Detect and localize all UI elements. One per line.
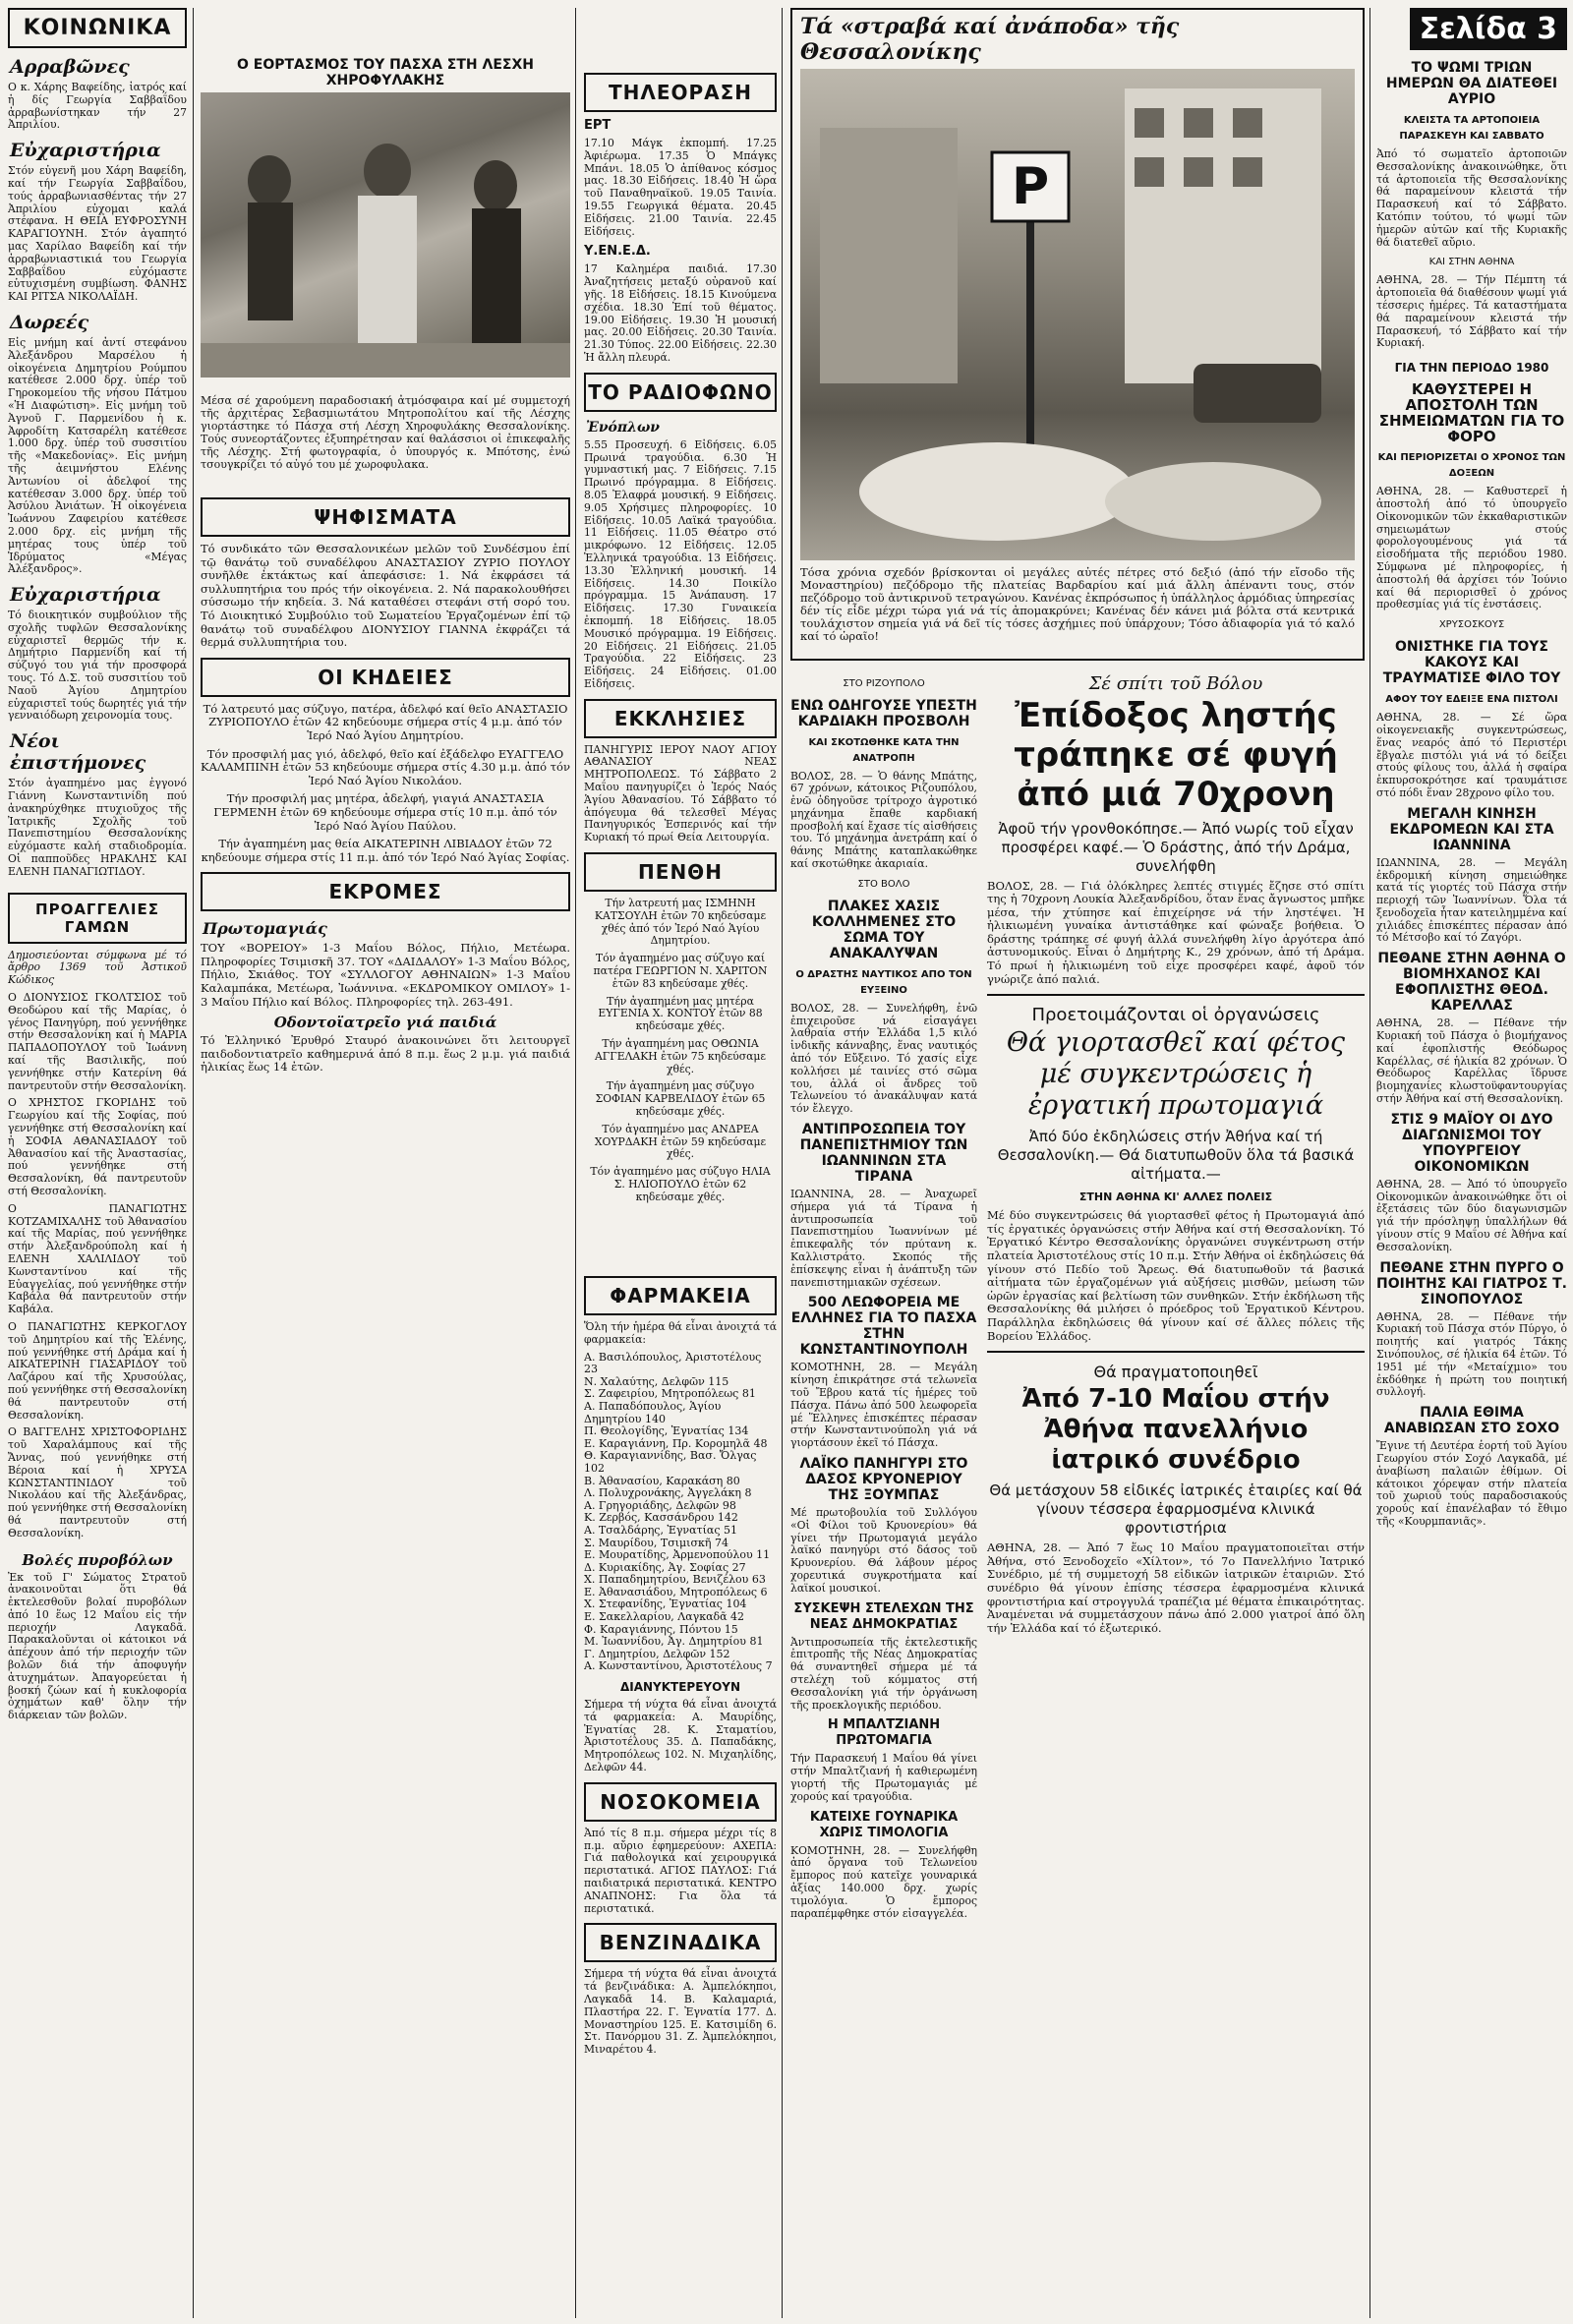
pharmacy-item: Α. Τσαλδάρης, Ἐγνατίας 51	[584, 1523, 737, 1537]
article-text: Τό Ἑλληνικό Ἐρυθρό Σταυρό ἀνακοινώνει ὅτι λειτουργεῖ παιδοδοντιατρεῖο καθημερινά ἀπό 8 π.μ. ἕως 2 μ.μ. γιά παιδιά ἡλικίας ἕως 14 ἐτῶν.	[201, 1033, 570, 1075]
article-subhead: Ἀφοῦ τήν γρονθοκόπησε.— Ἀπό νωρίς τοῦ εἶχαν προσφέρει καφέ.— Ὁ δράστης, ἀπό τήν Δράμα, συνελήφθη	[998, 819, 1354, 875]
mourning-notice: Τήν ἀγαπημένη μας μητέρα ΕΥΓΕΝΙΑ Χ. ΚΟΝΤΟΥ ἐτῶν 88 κηδεύσαμε χθές.	[598, 994, 763, 1033]
article-text: Τήν Παρασκευή 1 Μαΐου θά γίνει στήν Μπαλτζιανή ἡ καθιερωμένη γιορτή τῆς Πρωτομαγιάς μέ χορούς καί τραγούδια.	[790, 1752, 977, 1803]
article-headline: 500 ΛΕΩΦΟΡΕΙΑ ΜΕ ΕΛΛΗΝΕΣ ΓΙΑ ΤΟ ΠΑΣΧΑ ΣΤΗΝ ΚΩΝΣΤΑΝΤΙΝΟΥΠΟΛΗ	[790, 1295, 977, 1359]
article-subhead: ΑΦΟΥ ΤΟΥ ΕΔΕΙΞΕ ΕΝΑ ΠΙΣΤΟΛΙ	[1385, 694, 1558, 706]
article-text: Ἀντιπροσωπεία τῆς ἐκτελεστικῆς ἐπιτροπῆς τῆς Νέας Δημοκρατίας θά συναντηθεῖ σήμερα μέ τά στελέχη τοῦ κόμματος στή Θεσσαλονίκη γιά τήν ὀργάνωση τῆς προεκλογικῆς περιόδου.	[790, 1635, 977, 1712]
article-text: ΑΘΗΝΑ, 28. — Ἀπό 7 ἕως 10 Μαΐου πραγματοποιεῖται στήν Ἀθήνα, στό Ξενοδοχεῖο «Χίλτον», τό 7ο Πανελλήνιο Ἰατρικό Συνέδριο, μέ τή συμμετοχή 58 εἰδικῶν ἰατρικῶν ἑταιριῶν. Στό συνέδριο θά γίνουν ἐπίσης τέσσερα ἐφαρμοσμένα κλινικά φροντιστήρια καί στρογγυλά τραπέζια μέ θέματα ἐπικαιρότητας. Ἀναμένεται νά συμμετάσχουν πάνω ἀπό 2.000 γιατροί ἀπό ὅλη τήν Ἑλλάδα καί τό ἐξωτερικό.	[987, 1540, 1365, 1635]
article-text: Μέ πρωτοβουλία τοῦ Συλλόγου «Οἱ Φίλοι τοῦ Κρυονερίου» θά γίνει τήν Πρωτομαγιά μεγάλο λαϊκό πανηγύρι στό δάσος τοῦ Κρυονερίου. Θά λάβουν μέρος χορευτικά συγκροτήματα καί λαϊκοί μουσικοί.	[790, 1506, 977, 1595]
article-text: Ἔγινε τή Δευτέρα ἑορτή τοῦ Ἁγίου Γεωργίου στόν Σοχό Λαγκαδᾶ, μέ ἀναβίωση παλαιῶν ἐθίμων. Οἱ κάτοικοι χόρεψαν στήν πλατεία τοῦ χωριοῦ τούς παραδοσιακούς χορούς καί ἐπανέλαβαν τό ἔθιμο τῆς «Κουρμπανιᾶς».	[1376, 1439, 1567, 1528]
parking-sign-glyph: P	[1011, 157, 1050, 216]
pharmacy-list	[584, 1352, 777, 1673]
column-rule	[1369, 8, 1370, 2318]
section-label: Εὐχαριστήρια	[10, 584, 161, 607]
article-subhead: Ο ΔΡΑΣΤΗΣ ΝΑΥΤΙΚΟΣ ΑΠΟ ΤΟΝ ΕΥΞΕΙΝΟ	[795, 968, 972, 996]
article-headline: ΚΑΘΥΣΤΕΡΕΙ Η ΑΠΟΣΤΟΛΗ ΤΩΝ ΣΗΜΕΙΩΜΑΤΩΝ ΓΙΑ ΤΟ ΦΟΡΟ	[1378, 380, 1565, 446]
pharmacy-item: Π. Θεολογίδης, Ἐγνατίας 134	[584, 1424, 749, 1438]
article-headline: ΤΟ ΨΩΜΙ ΤΡΙΩΝ ΗΜΕΡΩΝ ΘΑ ΔΙΑΤΕΘΕΙ ΑΥΡΙΟ	[1385, 60, 1558, 107]
article-subhead: ΚΑΙ ΣΚΟΤΩΘΗΚΕ ΚΑΤΑ ΤΗΝ ΑΝΑΤΡΟΠΗ	[808, 736, 960, 764]
article-subhead: Θά μετάσχουν 58 εἰδικές ἰατρικές ἑταιρίες καί θά γίνουν τέσσερα ἐφαρμοσμένα κλινικά φροντιστήρια	[989, 1482, 1363, 1538]
article-text: ΑΘΗΝΑ, 28. — Ἀπό τό ὑπουργεῖο Οἰκονομικῶν ἀνακοινώθηκε ὅτι οἱ ἐξετάσεις τῶν δύο διαγωνισμῶν γιά τήν πρόσληψη ὑπαλλήλων θά γίνουν στίς 9 Μαΐου σέ Ἀθήνα καί Θεσσαλονίκη.	[1376, 1177, 1567, 1253]
article-text: ΙΩΑΝΝΙΝΑ, 28. — Μεγάλη ἐκδρομική κίνηση σημειώθηκε κατά τίς γιορτές τοῦ Πάσχα στήν περιοχή τῶν Ἰωαννίνων. Ὅλα τά ξενοδοχεῖα ἦταν κατειλημμένα καί χιλιάδες ἐπισκέπτες πέρασαν ἀπό τό Μέτσοβο καί τό Ζαγόρι.	[1376, 855, 1567, 945]
mourning-notice: Τόν ἀγαπημένο μας σύζυγο ΗΛΙΑ Σ. ΗΛΙΟΠΟΥΛΟ ἐτῶν 62 κηδεύσαμε χθές.	[590, 1165, 771, 1203]
funeral-notice: Τό λατρευτό μας σύζυγο, πατέρα, ἀδελφό καί θεῖο ΑΝΑΣΤΑΣΙΟ ΖΥΡΙΟΠΟΥΛΟ ἐτῶν 42 κηδεύουμε σήμερα στίς 4 μ.μ. ἀπό τόν Ἱερό Ναό Ἁγίου Δημητρίου.	[203, 701, 568, 742]
section-label: Εὐχαριστήρια	[10, 140, 161, 162]
article-side-head: ΚΑΙ ΣΤΗΝ ΑΘΗΝΑ	[1428, 257, 1515, 268]
section-label: Νέοι ἐπιστήμονες	[10, 730, 146, 775]
pharmacy-item: Ν. Χαλαύτης, Δελφῶν 115	[584, 1374, 729, 1388]
marriage-notice: Ο ΧΡΗΣΤΟΣ ΓΚΟΡΙΔΗΣ τοῦ Γεωργίου καί τῆς Σοφίας, πού γεννήθηκε στή Θεσσαλονίκη καί ἡ ΣΟΦΙΑ ΑΘΑΝΑΣΙΑΔΟΥ τοῦ Ἀθανασίου καί τῆς Ἀναστασίας, πού γεννήθηκε στή Θεσσαλονίκη, θά παντρευτοῦν στή Θεσσαλονίκη.	[8, 1096, 187, 1197]
funeral-notice: Τήν προσφιλή μας μητέρα, ἀδελφή, γιαγιά ΑΝΑΣΤΑΣΙΑ ΓΕΡΜΕΝΗ ἐτῶν 69 κηδεύουμε σήμερα στίς 10 π.μ. ἀπό τόν Ἱερό Ναό Ἁγίου Παύλου.	[213, 791, 557, 833]
marriage-notice: Ο ΔΙΟΝΥΣΙΟΣ ΓΚΟΛΤΣΙΟΣ τοῦ Θεοδώρου καί τῆς Μαρίας, ὁ γένος Πανηγύρη, πού γεννήθηκε στήν Θεσσαλονίκη καί ἡ ΜΑΡΙΑ ΠΑΠΑΔΟΠΟΥΛΟΥ τοῦ Ἰωάννη καί τῆς Βασιλικῆς, πού γεννήθηκε στήν Κατερίνη θά παντρευτοῦν στήν Θεσσαλονίκη.	[8, 991, 187, 1092]
article-headline: ΣΥΣΚΕΨΗ ΣΤΕΛΕΧΩΝ ΤΗΣ ΝΕΑΣ ΔΗΜΟΚΡΑΤΙΑΣ	[793, 1600, 974, 1632]
article-text: ΙΩΑΝΝΙΝΑ, 28. — Ἀναχωρεῖ σήμερα γιά τά Τίρανα ἡ ἀντιπροσωπεία τοῦ Πανεπιστημίου Ἰωαννίνων μέ ἐπικεφαλῆς τόν πρύτανη κ. Καλλιστράτο. Σκοπός τῆς ἐπίσκεψης εἶναι ἡ ἀνάπτυξη τῶν πανεπιστημιακῶν σχέσεων.	[790, 1188, 977, 1289]
street-photo	[800, 69, 1355, 560]
article-subhead: ΚΑΙ ΠΕΡΙΟΡΙΖΕΤΑΙ Ο ΧΡΟΝΟΣ ΤΩΝ ΔΟΞΕΩΝ	[1377, 452, 1566, 480]
page-label-wrapper	[1376, 8, 1567, 50]
article-text: Στόν εὐγενῆ μου Χάρη Βαφείδη, καί τήν Γεωργία Σαββαΐδου, τούς ἀρραβωνιασθέντας τήν 27 Ἀπριλίου εὐχομαι καλά στέφανα. Η ΘΕΙΑ ΕΥΦΡΟΣΥΝΗ ΚΑΡΑΓΙΟΥΝΗ. Στόν ἀγαπητό μας Χαρίλαο Βαφείδη καί τήν ἀρραβωνιαστικιά του Γεωργία Σαββαΐδου εὐχόμαστε εὐτυχισμένη συμβίωση. ΦΑΝΗΣ ΚΑΙ ΡΙΤΣΑ ΝΙΚΟΛΑΪΔΗ.	[8, 164, 187, 304]
column-center-features	[790, 0, 1365, 2324]
article-text: ΑΘΗΝΑ, 28. — Τήν Πέμπτη τά ἀρτοποιεῖα θά διαθέσουν ψωμί γιά τέσσερις ἡμέρες. Τά καταστήματα θά παραμείνουν κλειστά τήν Παρασκευή, τό Σάββατο καί τήν Κυριακή.	[1376, 273, 1567, 350]
section-header-kideies: ΟΙ ΚΗΔΕΙΕΣ	[201, 658, 570, 697]
pharmacy-item: Ε. Σακελλαρίου, Λαγκαδᾶ 42	[584, 1610, 745, 1624]
article-headline: ΔΙΑΝΥΚΤΕΡΕΥΟΥΝ	[619, 1680, 741, 1695]
pharmacy-panel	[584, 1268, 777, 2324]
article-text: ΚΟΜΟΤΗΝΗ, 28. — Μεγάλη κίνηση ἐπικράτησε στά τελωνεῖα τοῦ Ἔβρου κατά τίς ἡμέρες τοῦ Πάσχα. Πάνω ἀπό 500 λεωφορεῖα μέ Ἕλληνες ἐπισκέπτες πέρασαν στήν Κωνσταντινούπολη γιά νά γιορτάσουν ἐκεῖ τό Πάσχα.	[790, 1361, 977, 1450]
article-text: Σήμερα τή νύχτα θά εἶναι ἀνοιχτά τά φαρμακεία: Α. Μαυρίδης, Ἐγνατίας 28. Κ. Σταματίου, Ἀριστοτέλους 35. Δ. Παπαδάκης, Μητροπόλεως 102. Ν. Μιχαηλίδης, Δελφῶν 44.	[584, 1698, 777, 1774]
mourning-notice: Τόν ἀγαπημένο μας σύζυγο καί πατέρα ΓΕΩΡΓΙΟΝ Ν. ΧΑΡΙΤΟΝ ἐτῶν 83 κηδεύσαμε χθές.	[593, 952, 768, 990]
article-kicker: ΣΤΟ ΡΙΖΟΥΠΟΛΟ	[843, 677, 925, 689]
article-text: Ἀπό τό σωματεῖο ἀρτοποιῶν Θεσσαλονίκης ἀνακοινώθηκε, ὅτι τά ἀρτοποιεῖα τῆς Θεσσαλονίκης θά παραμείνουν κλειστά τήν Παρασκευή καί τό Σάββατο. Κατόπιν τούτου, τό ψωμί τῶν ἡμερῶν αὐτῶν καί τῆς Κυριακῆς θά διατεθεῖ αὔριο.	[1376, 147, 1567, 249]
section-label: Αρραβῶνες	[10, 56, 130, 78]
article-headline: Βολές πυροβόλων	[22, 1550, 173, 1569]
article-text: Ο κ. Χάρης Βαφείδης, ἰατρός καί ἡ δίς Γεωργία Σαββαΐδου ἀρραβωνίστηκαν τήν 27 Ἀπριλίου.	[8, 81, 187, 132]
article-kicker: Σέ σπίτι τοῦ Βόλου	[1088, 672, 1263, 694]
article-headline: ΕΝΩ ΟΔΗΓΟΥΣΕ ΥΠΕΣΤΗ ΚΑΡΔΙΑΚΗ ΠΡΟΣΒΟΛΗ	[790, 697, 977, 729]
article-text: ΒΟΛΟΣ, 28. — Γιά ὁλόκληρες λεπτές στιγμές ἔζησε στό σπίτι της ἡ 70χρονη Λουκία Ἀλεξανδρίδου, ὅταν ἕνας ἄγνωστος μπῆκε μέσα, τήν χτύπησε καί ἐπιχείρησε νά τήν ληστέψει. Ἡ ἡλικιωμένη γυναίκα ἀντιστάθηκε καί φώναξε βοήθεια. Ὁ δράστης τράπηκε σέ φυγή ἀλλά συνελήφθη λίγο ἀργότερα ἀπό ἀστυνομικούς. Εἶναι ὁ Δημήτρης Κ., 29 χρόνων, ἀπό τή Δράμα. Τό πρωί ἡ ἡλικιωμένη τοῦ εἶχε προσφέρει καφέ, ἀφοῦ τόν γνώριζε ἀπό παλιά.	[987, 878, 1365, 986]
photo-title: Ο ΕΟΡΤΑΣΜΟΣ ΤΟΥ ΠΑΣΧΑ ΣΤΗ ΛΕΣΧΗ ΧΗΡΟΦΥΛΑΚΗΣ	[237, 57, 534, 88]
column-kinonika	[8, 0, 187, 2324]
article-text: Εἰς μνήμη καί ἀντί στεφάνου Ἀλεξάνδρου Μαρσέλου ἡ οἰκογένεια Δημητρίου Ρούμπου κατέθεσε 2.000 δρχ. ὑπέρ τοῦ Γηροκομείου τῆς νήσου Πάτμου «Ἡ Διαφώτιση». Εἰς μνήμη τοῦ Ἀγνοῦ Γ. Παρμενίδου ἡ κ. Ἀφροδίτη Κατσαρέλη κατέθεσε 1.000 δρχ. ὑπέρ τοῦ συσσιτίου τῆς «Μακεδονίας». Εἰς μνήμη τῆς ἀειμνήστου Ελένης Ἀντωνίου οἱ ἀδελφοί της κατέθεσαν 3.000 δρχ. ὑπέρ τοῦ Ἀσύλου Ἀνιάτων. Ἡ οἰκογένεια Ἰωάννου Ζαφειρίου κατέθεσε 2.000 δρχ. εἰς μνήμη τῆς μητέρας τους ὑπέρ τοῦ Ἱδρύματος «Μέγας Ἀλέξανδρος».	[8, 335, 187, 576]
section-header-marriages: ΠΡΟΑΓΓΕΛΙΕΣ ΓΑΜΩΝ	[8, 893, 187, 944]
article-text: Μέ δύο συγκεντρώσεις θά γιορτασθεῖ φέτος ἡ Πρωτομαγιά ἀπό τίς ἐργατικές ὀργανώσεις στήν Ἀθήνα καί στή Θεσσαλονίκη. Τό Ἐργατικό Κέντρο Θεσσαλονίκης ὀργανώνει συγκέντρωση στήν πλατεία Ἀριστοτέλους στίς 10 π.μ. Στήν Ἀθήνα οἱ ἐκδηλώσεις θά γίνουν στό Πεδίο τοῦ Ἄρεως. Θά διατυπωθοῦν τά βασικά αἰτήματα τῶν ἐργαζομένων γιά αὐξήσεις μισθῶν, μείωση τῶν ὡρῶν ἐργασίας καί βελτίωση τῶν συνθηκῶν. Στήν ἐκδήλωση τῆς Θεσσαλονίκης θά μιλήσει ὁ πρόεδρος τοῦ Ἐργατικοῦ Κέντρου. Παράλληλα ἐκδηλώσεις θά γίνουν καί σέ ἄλλες πόλεις τῆς Βορείου Ἑλλάδος.	[987, 1208, 1365, 1343]
program-listing: 5.55 Προσευχή. 6 Εἰδήσεις. 6.05 Πρωινά τραγούδια. 6.30 Ἡ γυμναστική μας. 7 Εἰδήσεις. 7.15 Πρωινό πρόγραμμα. 8 Εἰδήσεις. 8.05 Ἐλαφρά μουσική. 9 Εἰδήσεις. 9.05 Χρήσιμες πληροφορίες. 10 Εἰδήσεις. 10.05 Λαϊκά τραγούδια. 11 Εἰδήσεις. 11.05 Θέατρο στό μικρόφωνο. 12 Εἰδήσεις. 12.05 Ἐλληνικά τραγούδια. 13 Εἰδήσεις. 13.30 Ἐλληνική μουσική. 14 Εἰδήσεις. 14.30 Ποικίλο πρόγραμμα. 15 Ἀνάπαυση. 17 Εἰδήσεις. 17.30 Γυναικεία ἐκπομπή. 18 Εἰδήσεις. 18.05 Μουσικό πρόγραμμα. 19 Εἰδήσεις. 20 Εἰδήσεις. 21 Εἰδήσεις. 21.05 Τραγούδια. 22 Εἰδήσεις. 23 Εἰδήσεις. 24 Εἰδήσεις. 01.00 Εἰδήσεις.	[584, 437, 777, 690]
pharmacy-item: Α. Κωνσταντίνου, Ἀριστοτέλους 7	[584, 1659, 773, 1673]
section-header-hospitals: ΝΟΣΟΚΟΜΕΙΑ	[584, 1782, 777, 1822]
article-text: Ἐκ τοῦ Γ' Σώματος Στρατοῦ ἀνακοινοῦται ὅτι θά ἐκτελεσθοῦν βολαί πυροβόλων ἀπό 10 ἕως 12 Μαΐου εἰς τήν περιοχήν Λαγκαδᾶ. Παρακαλοῦνται οἱ κάτοικοι νά ἀπέχουν ἀπό τήν περιοχήν τῶν βολῶν διά τήν ἀποφυγήν ἀτυχημάτων. Ἀπαγορεύεται ἡ βοσκή ζώων καί ἡ κυκλοφορία ὀχημάτων καθ' ὅλην τήν διάρκειαν τῶν βολῶν.	[8, 1570, 187, 1722]
pharmacy-item: Α. Γρηγοριάδης, Δελφῶν 98	[584, 1498, 736, 1512]
article-headline: ΟΝΙΣΤΗΚΕ ΓΙΑ ΤΟΥΣ ΚΑΚΟΥΣ ΚΑΙ ΤΡΑΥΜΑΤΙΣΕ ΦΙΛΟ ΤΟΥ	[1382, 639, 1561, 687]
mourning-notice: Τόν ἀγαπημένο μας ΑΝΔΡΕΑ ΧΟΥΡΔΑΚΗ ἐτῶν 59 κηδεύσαμε χθές.	[594, 1122, 767, 1161]
section-header-radio: ΤΟ ΡΑΔΙΟΦΩΝΟ	[584, 373, 777, 412]
pharmacy-item: Χ. Παπαδημητρίου, Βενιζέλου 63	[584, 1573, 766, 1587]
section-header-tv: ΤΗΛΕΟΡΑΣΗ	[584, 73, 777, 112]
funeral-notice: Τήν ἀγαπημένη μας θεία ΑΙΚΑΤΕΡΙΝΗ ΛΙΒΙΑΔΟΥ ἐτῶν 72 κηδεύουμε σήμερα στίς 11 π.μ. ἀπό τόν Ἱερό Ναό Ἁγίας Σοφίας.	[201, 837, 570, 864]
pharmacy-item: Χ. Στεφανίδης, Ἐγνατίας 104	[584, 1598, 747, 1611]
photo-caption: Τόσα χρόνια σχεδόν βρίσκονται οἱ μεγάλες αὐτές πέτρες στό δεξιό (ἀπό τήν εἴσοδο τῆς Μοναστηρίου) πεζόδρομο τῆς πλατείας Βαρδαρίου καί μιά ἄλλη ἀπέναντι τους, στόν πεζόδρομο τοῦ ἀντικρινοῦ τετραγώνου. Κανένας ἐκπρόσωπος ἡ ὑπάλληλος ἁρμόδιας ὑπηρεσίας δέν τίς εἶδε μέχρι τώρα γιά νά τίς ἀπομακρύνει; Κανένας δέν κάνει μιά βόλτα στά κεντρικά τουλάχιστον σημεία γιά νά δεῖ τίς τόσες ἀσχήμιες πού ὑπάρχουν; Τόσο ἀδιαφορία γιά τό καλό καί τό ὡραῖο!	[800, 565, 1355, 643]
section-header-psifismata: ΨΗΦΙΣΜΑΤΑ	[201, 497, 570, 537]
article-headline: Η ΜΠΑΛΤΖΙΑΝΗ ΠΡΩΤΟΜΑΓΙΑ	[827, 1717, 941, 1749]
pharmacy-item: Σ. Ζαφειρίου, Μητροπόλεως 81	[584, 1387, 756, 1401]
pharmacy-item: Ε. Ἀθανασιάδου, Μητροπόλεως 6	[584, 1585, 768, 1598]
article-text: ΠΑΝΗΓΥΡΙΣ ΙΕΡΟΥ ΝΑΟΥ ΑΓΙΟΥ ΑΘΑΝΑΣΙΟΥ ΝΕΑΣ ΜΗΤΡΟΠΟΛΕΩΣ. Τό Σάββατο 2 Μαΐου πανηγυρίζει ὁ Ἱερός Ναός Ἁγίου Ἀθανασίου. Τό Σάββατο τό ἀπόγευμα θά τελεσθεῖ Μέγας Πανηγυρικός Ἑσπερινός καί τήν Κυριακή τό πρωί Θεία Λειτουργία.	[584, 742, 777, 844]
pharmacy-item: Σ. Μαυρίδου, Τσιμισκῆ 74	[584, 1536, 728, 1549]
article-headline: ΣΤΙΣ 9 ΜΑΪΟΥ ΟΙ ΔΥΟ ΔΙΑΓΩΝΙΣΜΟΙ ΤΟΥ ΥΠΟΥΡΓΕΙΟΥ ΟΙΚΟΝΟΜΙΚΩΝ	[1390, 1111, 1553, 1175]
article-text: ΒΟΛΟΣ, 28. — Συνελήφθη, ἐνῶ ἐπιχειροῦσε νά εἰσαγάγει λαθραία στήν Ἑλλάδα 1,5 κιλό ἰνδικῆς κάνναβης, ἕνας ναυτικός ἀπό τόν Εὔξεινο. Τό χασίς εἶχε κολλήσει μέ ταινίες στό σῶμα του, ἀλλά οἱ ἄνδρες τοῦ Τελωνείου τό ἀνακάλυψαν κατά τόν ἔλεγχο.	[790, 1001, 977, 1116]
channel-name: Υ.ΕΝ.Ε.Δ.	[584, 244, 651, 260]
article-subhead: Ἀπό δύο ἐκδηλώσεις στήν Ἀθήνα καί τή Θεσσαλονίκη.— Θά διατυπωθοῦν ὅλα τά βασικά αἰτήματα.—	[997, 1128, 1355, 1184]
section-header-fuel: ΒΕΝΖΙΝΑΔΙΚΑ	[584, 1923, 777, 1962]
article-text: Τό συνδικάτο τῶν Θεσσαλονικέων μελῶν τοῦ Συνδέσμου ἐπί τῷ θανάτῳ τοῦ συναδέλφου ΑΝΑΣΤΑΣΙΟΥ ΖΥΡΙΟ ΠΟΥΛΟΥ συνῆλθε ἐκτάκτως καί ἀπεφάσισε: 1. Νά ἐκφράσει τά συλλυπητήρια του πρός τήν οἰκογένεια. 2. Νά παρακολουθήσει σύσσωμο τήν κηδεία. 3. Νά καταθέσει στεφάνι στή σορό του. Τό Διοικητικό Συμβούλιο τοῦ Σωματείου Ἐργαζομένων ἐπί τῷ θανάτῳ τοῦ συναδέλφου ΔΙΟΝΥΣΙΟΥ ΓΙΑΝΝΑ ἐκφράζει τά θερμά συλλυπητήρια του.	[201, 542, 570, 650]
section-label: Πρωτομαγιάς	[203, 919, 327, 939]
pharmacy-item: Γ. Δημητρίου, Δελφῶν 152	[584, 1647, 730, 1660]
article-text: ΒΟΛΟΣ, 28. — Ὁ θάνης Μπάτης, 67 χρόνων, κάτοικος Ριζουπόλου, ἐνῶ ὁδηγοῦσε τρίτροχο ἀγροτικό μηχάνημα ἔπαθε καρδιακή προσβολή καί ἔχασε τίς αἰσθήσεις του. Τό μηχάνημα ἀνετράπη καί ὁ θάνης Μπάτης καταπλακώθηκε καί σκοτώθηκε ἀκαριαία.	[790, 769, 977, 871]
article-text: Στόν ἀγαπημένο μας ἐγγονό Γιάννη Κωνσταντινίδη πού ἀνακηρύχθηκε πτυχιοῦχος τῆς Ἰατρικῆς Σχολῆς τοῦ Πανεπιστημίου Θεσσαλονίκης εὐχόμαστε καλή σταδιοδρομία. Οἱ παπποῦδες ΗΡΑΚΛΗΣ ΚΑΙ ΕΛΕΝΗ ΠΑΝΑΓΙΩΤΙΔΟΥ.	[8, 777, 187, 878]
pharmacy-item: Λ. Πολυχρονάκης, Ἀγγελάκη 8	[584, 1486, 752, 1500]
article-text: Ὅλη τήν ἡμέρα θά εἶναι ἀνοιχτά τά φαρμακεία:	[584, 1320, 777, 1346]
pharmacy-item: Ε. Μουρατίδης, Ἀρμενοπούλου 11	[584, 1548, 771, 1562]
article-headline: ΚΑΤΕΙΧΕ ΓΟΥΝΑΡΙΚΑ ΧΩΡΙΣ ΤΙΜΟΛΟΓΙΑ	[809, 1809, 959, 1840]
article-kicker: ΓΙΑ ΤΗΝ ΠΕΡΙΟΔΟ 1980	[1394, 361, 1549, 376]
article-kicker: ΣΤΟ ΒΟΛΟ	[857, 878, 910, 890]
pharmacy-item: Μ. Ἰωαννίδου, Ἀγ. Δημητρίου 81	[584, 1635, 764, 1649]
column-rule	[193, 8, 194, 2318]
pharmacy-item: Β. Ἀθανασίου, Καρακάση 80	[584, 1474, 740, 1487]
short-news-column	[790, 670, 977, 1926]
main-stories-column	[987, 670, 1365, 1926]
article-text: Δημοσιεύονται σύμφωνα μέ τό ἄρθρο 1369 τοῦ Ἀστικοῦ Κώδικος	[8, 948, 187, 987]
section-label: Ἐνόπλων	[586, 419, 661, 436]
channel-name: ΕΡΤ	[584, 118, 612, 133]
street-scene	[800, 69, 1355, 560]
pharmacy-item: Κ. Ζερβός, Κασσάνδρου 142	[584, 1511, 738, 1525]
article-text: ΚΟΜΟΤΗΝΗ, 28. — Συνελήφθη ἀπό ὄργανα τοῦ Τελωνείου ἔμπορος πού κατεῖχε γουναρικά ἀξίας 140.000 δρχ. χωρίς τιμολόγια. Ὁ ἔμπορος παραπέμφθηκε στόν εἰσαγγελέα.	[790, 1843, 977, 1920]
pharmacy-item: Α. Βασιλόπουλος, Ἀριστοτέλους 23	[584, 1350, 762, 1376]
marriage-notice: Ο ΠΑΝΑΓΙΩΤΗΣ ΚΟΤΖΑΜΙΧΑΛΗΣ τοῦ Ἀθανασίου καί τῆς Μαρίας, πού γεννήθηκε στήν Ἀλεξανδρούπολη καί ἡ ΕΛΕΝΗ ΧΑΛΙΛΙΔΟΥ τοῦ Κωνσταντίνου καί τῆς Εὐαγγελίας, πού γεννήθηκε στήν Καβάλα θά παντρευτοῦν στήν Καβάλα.	[8, 1201, 187, 1316]
article-text: Τό διοικητικόν συμβούλιον τῆς σχολῆς τυφλῶν Θεσσαλονίκης εὐχαριστεῖ θερμῶς τήν κ. Δημήτριο Παρμενίδη καί τή σύζυγό του γιά τήν προσφορά τους. Τό Δ.Σ. τοῦ συσσιτίου τοῦ Ναοῦ Ἀγίου Δημητρίου εὐχαριστεῖ τούς δωρητές γιά τήν γενναιόδωρη χειρονομία τους.	[8, 609, 187, 723]
article-headline: ΛΑΪΚΟ ΠΑΝΗΓΥΡΙ ΣΤΟ ΔΑΣΟΣ ΚΡΥΟΝΕΡΙΟΥ ΤΗΣ ΞΟΥΜΠΑΣ	[799, 1456, 968, 1503]
article-side-head: ΣΤΗΝ ΑΘΗΝΑ ΚΙ' ΑΛΛΕΣ ΠΟΛΕΙΣ	[1078, 1191, 1273, 1204]
article-kicker: Θά πραγματοποιηθεῖ	[1093, 1363, 1258, 1382]
column-rule	[782, 8, 783, 2318]
article-headline: ΠΑΛΙΑ ΕΘΙΜΑ ΑΝΑΒΙΩΣΑΝ ΣΤΟ ΣΟΧΟ	[1383, 1405, 1560, 1437]
pharmacy-item: Α. Παπαδόπουλος, Ἁγίου Δημητρίου 140	[584, 1399, 722, 1425]
page-number-label: Σελίδα 3	[1410, 8, 1567, 50]
photo-caption: Μέσα σέ χαρούμενη παραδοσιακή ἀτμόσφαιρα καί μέ συμμετοχή τῆς ἀρχιτέρας Σεβασμιωτάτου Μητροπολίτου καί τῆς Λέσχης γιορτάστηκε τό Πάσχα στή Λέσχη Χηροφυλάκης Θεσσαλονίκης. Τούς συνεορτάζοντες ἐξυπηρέτησαν καί θαλάσσιοι οἱ ἐπικεφαλῆς τῆς Λέσχης. Στή φωτογραφία, ὁ ὑπουργός κ. Μπότσης, ἐνώ τσουγκρίζει τό αὐγό του μέ χωροφυλακα.	[201, 394, 570, 471]
article-text: ΑΘΗΝΑ, 28. — Καθυστερεῖ ἡ ἀποστολή ἀπό τό ὑπουργεῖο Οἰκονομικῶν τῶν ἐκκαθαριστικῶν σημειωμάτων στούς φορολογουμένους γιά τά εἰσοδήματα τῆς περιόδου 1980. Σύμφωνα μέ πληροφορίες, ἡ ἀποστολή θά ἀρχίσει τόν Ἰούνιο καί θά περιορισθεῖ ὁ χρόνος προθεσμίας γιά τίς ἐνστάσεις.	[1376, 485, 1567, 611]
article-subhead: ΚΛΕΙΣΤΑ ΤΑ ΑΡΤΟΠΟΙΕΙΑ ΠΑΡΑΣΚΕΥΗ ΚΑΙ ΣΑΒΒΑΤΟ	[1399, 115, 1544, 142]
article-headline: Οδοντοϊατρεῖο γιά παιδιά	[273, 1014, 497, 1032]
article-kicker: Προετοιμάζονται οἱ ὀργανώσεις	[1031, 1005, 1320, 1026]
article-text: ΑΘΗΝΑ, 28. — Πέθανε τήν Κυριακή τοῦ Πάσχα στόν Πύργο, ὁ ποιητής καί γιατρός Τάκης Σινόπουλος, σέ ἡλικία 64 ἐτῶν. Τό 1951 μέ τήν «Μεταίχμιο» του ἐκδόθηκε ἡ πρώτη του ποιητική συλλογή.	[1376, 1309, 1567, 1399]
column-rule	[575, 8, 576, 2318]
pharmacy-item: Θ. Καραγιαννίδης, Βασ. Ὄλγας 102	[584, 1449, 757, 1475]
pharmacy-item: Ε. Καραγιάννη, Πρ. Κορομηλᾶ 48	[584, 1436, 768, 1450]
funeral-notice: Τόν προσφιλή μας γιό, ἀδελφό, θεῖο καί ἐξάδελφο ΕΥΑΓΓΕΛΟ ΚΑΛΑΜΠΙΝΗ ἐτῶν 53 κηδεύουμε σήμερα στίς 4.30 μ.μ. ἀπό τόν Ἱερό Ναό Ἁγίου Νικολάου.	[201, 746, 570, 787]
article-headline: ΠΕΘΑΝΕ ΣΤΗΝ ΑΘΗΝΑ Ο ΒΙΟΜΗΧΑΝΟΣ ΚΑΙ ΕΦΟΠΛΙΣΤΗΣ ΘΕΟΔ. ΚΑΡΕΛΛΑΣ	[1377, 951, 1566, 1015]
article-headline: ΑΝΤΙΠΡΟΣΩΠΕΙΑ ΤΟΥ ΠΑΝΕΠΙΣΤΗΜΙΟΥ ΤΩΝ ΙΩΑΝΝΙΝΩΝ ΣΤΑ ΤΙΡΑΝΑ	[799, 1122, 968, 1186]
article-text: ΑΘΗΝΑ, 28. — Πέθανε τήν Κυριακή τοῦ Πάσχα ὁ βιομήχανος καί ἐφοπλιστής Θεόδωρος Καρέλλας, σέ ἡλικία 82 χρόνων. Ὁ Θεόδωρος Καρέλλας ἵδρυσε βιομηχανίες κλωστοϋφαντουργίας στήν Ἀθήνα καί στή Θεσσαλονίκη.	[1376, 1017, 1567, 1106]
article-text: Ἀπό τίς 8 π.μ. σήμερα μέχρι τίς 8 π.μ. αὔριο ἐφημερεύουν: ΑΧΕΠΑ: Γιά παθολογικά καί χειρουργικά περιστατικά. ΑΓΙΟΣ ΠΑΥΛΟΣ: Γιά παιδιατρικά περιστατικά. ΚΕΝΤΡΟ ΑΝΑΠΝΟΗΣ: Για ὅλα τά περιστατικά.	[584, 1826, 777, 1915]
photo-title: Τά «στραβά καί ἀνάποδα» τῆς Θεσσαλονίκης	[800, 14, 1180, 65]
section-header-pharmacies: ΦΑΡΜΑΚΕΙΑ	[584, 1276, 777, 1315]
section-header-penthi: ΠΕΝΘΗ	[584, 852, 777, 892]
mourning-notice: Τήν ἀγαπημένη μας ΟΘΩΝΙΑ ΑΓΓΕΛΑΚΗ ἐτῶν 75 κηδεύσαμε χθές.	[594, 1037, 767, 1075]
mourning-notice: Τήν ἀγαπημένη μας σύζυγο ΣΟΦΙΑΝ ΚΑΡΒΕΛΙΔΟΥ ἐτῶν 65 κηδεύσαμε χθές.	[595, 1079, 766, 1119]
marriage-notice: Ο ΠΑΝΑΓΙΩΤΗΣ ΚΕΡΚΟΓΛΟΥ τοῦ Δημητρίου καί τῆς Ἑλένης, πού γεννήθηκε στή Δράμα καί ἡ ΑΙΚΑΤΕΡΙΝΗ ΓΙΑΣΑΡΙΔΟΥ τοῦ Λαζάρου καί τῆς Χρυσούλας, πού γεννήθηκε στή Θεσσαλονίκη θά παντρευτοῦν στή Θεσσαλονίκη.	[8, 1319, 187, 1422]
article-headline: ΠΛΑΚΕΣ ΧΑΣΙΣ ΚΟΛΛΗΜΕΝΕΣ ΣΤΟ ΣΩΜΑ ΤΟΥ ΑΝΑΚΑΛΥΨΑΝ	[811, 898, 957, 961]
column-pharmacies-wrapper	[391, 0, 570, 2324]
article-text: ΑΘΗΝΑ, 28. — Σέ ὥρα οἰκογενειακῆς συγκεντρώσεως, ἕνας νεαρός ἀπό τό Περιστέρι ἔβγαλε πιστόλι γιά νά τό δείξει στούς φίλους του, ἀλλά ἡ σφαίρα ἐκπυρσοκρότησε καί τραυμάτισε στό πόδι ἕναν 28χρονο φίλο του.	[1376, 711, 1567, 799]
program-listing: 17 Καλημέρα παιδιά. 17.30 Ἀναζητήσεις μεταξύ οὐρανοῦ καί γῆς. 18 Εἰδήσεις. 18.15 Κινούμενα σχέδια. 18.30 Ἐπί τοῦ θέματος. 19.00 Εἰδήσεις. 19.30 Ἡ μουσική μας. 20.00 Εἰδήσεις. 20.30 Ταινία. 21.30 Τύπος. 22.00 Εἰδήσεις. 22.30 Ἡ ἄλλη πλευρά.	[584, 262, 777, 364]
article-kicker: ΧΡΥΣΟΣΚΟΥΣ	[1438, 619, 1505, 631]
mourning-notice: Τήν λατρευτή μας ΙΣΜΗΝΗ ΚΑΤΣΟΥΛΗ ἐτῶν 70 κηδεύσαμε χθές ἀπό τόν Ἱερό Ναό Ἁγίου Δημητρίου.	[594, 897, 767, 948]
photo-feature-box	[790, 8, 1365, 661]
main-headline-congress: Ἀπό 7-10 Μαΐου στήν Ἀθήνα πανελλήνιο ἰατρικό συνέδριο	[1021, 1384, 1330, 1476]
program-listing: 17.10 Μάγκ ἐκπομπή. 17.25 Ἀφιέρωμα. 17.35 Ὁ Μπάγκς Μπάνι. 18.05 Ὁ ἀπίθανος κόσμος μας. 18.30 Εἰδήσεις. 18.40 Ἡ ὥρα τοῦ Παναθηναϊκοῦ. 19.05 Ταινία. 19.55 Γεωργικά θέματα. 20.45 Εἰδήσεις. 21.00 Ταινία. 22.45 Εἰδήσεις.	[584, 137, 777, 238]
article-headline: ΜΕΓΑΛΗ ΚΙΝΗΣΗ ΕΚΔΡΟΜΕΩΝ ΚΑΙ ΣΤΑ ΙΩΑΝΝΙΝΑ	[1389, 805, 1554, 853]
column-right	[1376, 0, 1567, 2324]
section-header-church: ΕΚΚΛΗΣΙΕΣ	[584, 699, 777, 738]
main-headline-robber: Ἐπίδοξος ληστής τράπηκε σέ φυγή ἀπό μιά 70χρονη	[1014, 695, 1338, 814]
article-headline: ΠΕΘΑΝΕ ΣΤΗΝ ΠΥΡΓΟ Ο ΠΟΙΗΤΗΣ ΚΑΙ ΓΙΑΤΡΟΣ Τ. ΣΙΝΟΠΟΥΛΟΣ	[1376, 1259, 1567, 1307]
section-header-kinonika: ΚΟΙΝΩΝΙΚΑ	[8, 8, 187, 48]
pharmacy-item: Φ. Καραγιάννης, Πόντου 15	[584, 1622, 738, 1636]
section-label: Δωρεές	[10, 311, 89, 333]
pharmacy-item: Δ. Κυριακίδης, Ἀγ. Σοφίας 27	[584, 1560, 746, 1574]
article-text: ΤΟΥ «ΒΟΡΕΙΟΥ» 1-3 Μαΐου Βόλος, Πήλιο, Μετέωρα. Πληροφορίες Τσιμισκῆ 37. ΤΟΥ «ΔΑΙΔΑΛΟΥ» 1-3 Μαΐου Βόλος, Πήλιο, Σκιάθος. ΤΟΥ «ΣΥΛΛΟΓΟΥ ΑΘΗΝΑΙΩΝ» 1-3 Μαΐου Καλαμπάκα, Μετέωρα, Ἰωάννινα. «ΕΚΔΡΟΜΙΚΟΥ ΟΜΙΛΟΥ» 1-3 Μαΐου Πήλιο καί Βόλος. Πληροφορίες τηλ. 263-491.	[201, 941, 570, 1009]
article-text: Σήμερα τή νύχτα θά εἶναι ἀνοιχτά τά βενζινάδικα: Α. Ἀμπελόκηποι, Λαγκαδᾶ 14. Β. Καλαμαριά, Πλαστήρα 22. Γ. Ἐγνατία 177. Δ. Μοναστηρίου 125. Ε. Κατσιμίδη 6. Στ. Πανόρμου 31. Ζ. Ἀμπελόκηποι, Μιναρέτου 4.	[584, 1967, 777, 2057]
section-header-ekdromes: ΕΚΡΟΜΕΣ	[201, 872, 570, 911]
marriage-notice: Ο ΒΑΓΓΕΛΗΣ ΧΡΙΣΤΟΦΟΡΙΔΗΣ τοῦ Χαραλάμπους καί τῆς Ἄννας, πού γεννήθηκε στή Βέροια καί ἡ ΧΡΥΣΑ ΚΩΝΣΤΑΝΤΙΝΙΔΟΥ τοῦ Νικολάου καί τῆς Ἀλεξάνδρας, πού γεννήθηκε στή Θεσσαλονίκη θά παντρευτοῦν στή Θεσσαλονίκη.	[8, 1425, 187, 1540]
main-headline-mayday: Θά γιορτασθεῖ καί φέτος μέ συγκεντρώσεις ἡ ἐργατική πρωτομαγιά	[1006, 1027, 1346, 1122]
